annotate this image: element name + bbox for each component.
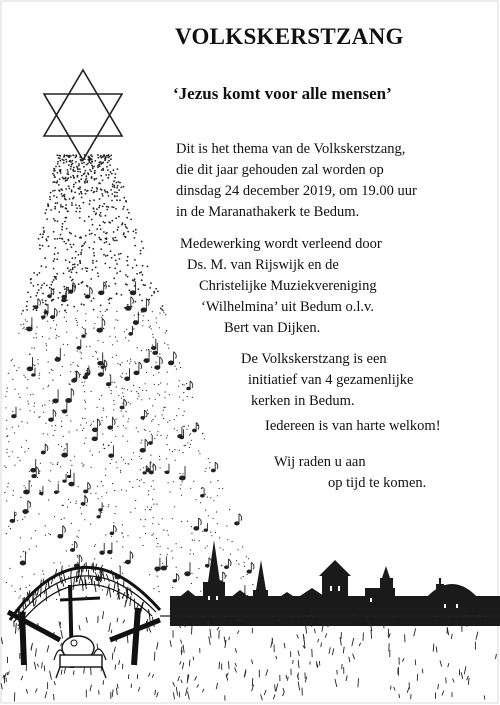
paragraph-line: in de Maranathakerk te Bedum. (176, 204, 360, 220)
page-title: VOLKSKERSTZANG (175, 24, 404, 49)
paragraph-line: die dit jaar gehouden zal worden op (176, 162, 384, 178)
paragraph-line: Ds. M. van Rijswijk en de (187, 257, 339, 273)
paragraph-line: dinsdag 24 december 2019, om 19.00 uur (176, 183, 417, 199)
paragraph-line: op tijd te komen. (328, 475, 427, 491)
star-icon (44, 70, 122, 160)
nativity-stable (8, 562, 160, 678)
village-skyline (170, 540, 500, 626)
paragraph-line: Medewerking wordt verleend door (180, 236, 382, 252)
paragraph-line: De Volkskerstzang is een (241, 351, 387, 367)
theme-paragraph (176, 139, 417, 223)
cooperation-paragraph (180, 234, 382, 339)
advice-paragraph (274, 452, 426, 494)
paragraph-line: ‘Wilhelmina’ uit Bedum o.l.v. (201, 299, 374, 315)
initiative-paragraph (241, 349, 413, 412)
paragraph-line: Bert van Dijken. (224, 320, 321, 336)
paragraph-line: Dit is het thema van de Volkskerstzang, (176, 141, 406, 157)
paragraph-line: initiatief van 4 gezamenlijke (248, 372, 414, 388)
paragraph-line: Wij raden u aan (274, 454, 366, 470)
welcome-line: Iedereen is van harte welkom! (265, 418, 441, 434)
paragraph-line: kerken in Bedum. (251, 393, 355, 409)
paragraph-line: Christelijke Muziekvereniging (199, 278, 377, 294)
theme-subtitle: ‘Jezus komt voor alle mensen’ (173, 84, 392, 103)
